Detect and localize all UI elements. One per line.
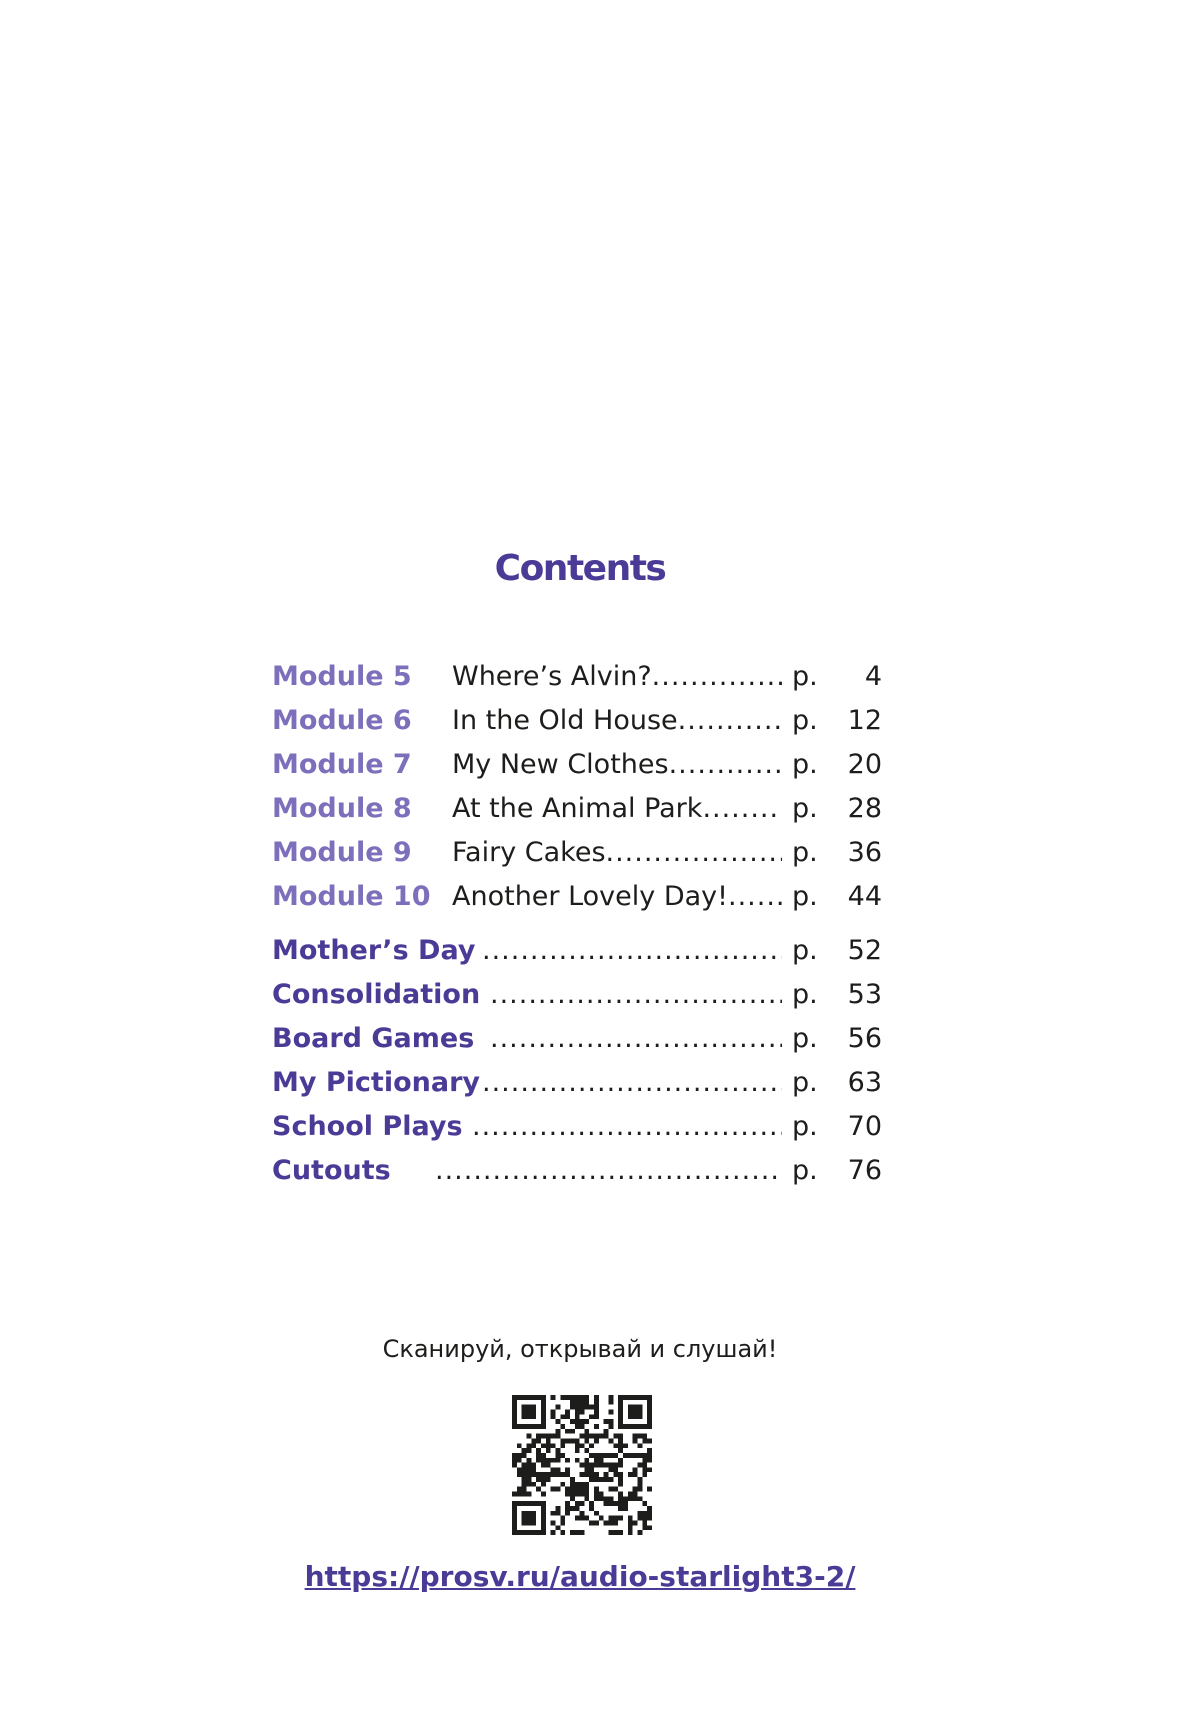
page-number: 70: [847, 1111, 882, 1142]
toc-row-my-pictionary[interactable]: [272, 1066, 882, 1110]
leader-dots: [435, 1154, 782, 1188]
module-label: Module 6: [272, 705, 412, 736]
leader-entry: [490, 978, 782, 1012]
module-title-entry: [452, 880, 782, 914]
toc-row-mothers-day[interactable]: [272, 934, 882, 978]
toc-row-module-7[interactable]: [272, 748, 882, 792]
page-prefix: p.: [792, 1067, 818, 1098]
module-label: Module 9: [272, 837, 412, 868]
module-title: My New Clothes: [452, 749, 669, 780]
section-label: Cutouts: [272, 1155, 391, 1186]
module-title-entry: [452, 792, 782, 826]
toc-row-module-10[interactable]: [272, 880, 882, 924]
section-label: Board Games: [272, 1023, 475, 1054]
page-number: 52: [847, 935, 882, 966]
page-number: 28: [847, 793, 882, 824]
toc-row-board-games[interactable]: [272, 1022, 882, 1066]
leader-dots: [702, 792, 782, 826]
leader-entry: [472, 1110, 782, 1144]
leader-dots: [472, 1110, 782, 1144]
section-label: My Pictionary: [272, 1067, 480, 1098]
toc-row-module-8[interactable]: [272, 792, 882, 836]
module-title: Fairy Cakes: [452, 837, 606, 868]
page-number: 4: [864, 661, 882, 692]
leader-entry: [435, 1154, 782, 1188]
section-label: Mother’s Day: [272, 935, 476, 966]
page-prefix: p.: [792, 881, 818, 912]
toc-row-cutouts[interactable]: [272, 1154, 882, 1198]
toc-row-module-6[interactable]: [272, 704, 882, 748]
leader-dots: [669, 748, 782, 782]
page-prefix: p.: [792, 661, 818, 692]
page-prefix: p.: [792, 935, 818, 966]
page-number: 36: [847, 837, 882, 868]
page-prefix: p.: [792, 749, 818, 780]
module-title-entry: [452, 836, 782, 870]
page-number: 56: [847, 1023, 882, 1054]
leader-entry: [482, 1066, 782, 1100]
section-label: School Plays: [272, 1111, 463, 1142]
module-title: In the Old House: [452, 705, 678, 736]
leader-entry: [490, 1022, 782, 1056]
page-prefix: p.: [792, 1111, 818, 1142]
section-label: Consolidation: [272, 979, 481, 1010]
toc-row-consolidation[interactable]: [272, 978, 882, 1022]
audio-link[interactable]: https://prosv.ru/audio-starlight3-2/: [304, 1560, 856, 1593]
module-label: Module 5: [272, 661, 412, 692]
section-gap: [272, 924, 882, 934]
page-number: 44: [847, 881, 882, 912]
toc-row-module-9[interactable]: [272, 836, 882, 880]
module-title-entry: [452, 660, 782, 694]
leader-dots: [482, 934, 782, 968]
leader-dots: [606, 836, 782, 870]
module-label: Module 10: [272, 881, 431, 912]
leader-dots: [678, 704, 782, 738]
page-prefix: p.: [792, 837, 818, 868]
page-prefix: p.: [792, 1023, 818, 1054]
page-prefix: p.: [792, 979, 818, 1010]
module-title: Another Lovely Day!: [452, 881, 728, 912]
module-label: Module 7: [272, 749, 412, 780]
page-prefix: p.: [792, 1155, 818, 1186]
page-title: Contents: [494, 548, 666, 589]
module-title-entry: [452, 748, 782, 782]
table-of-contents: [272, 660, 882, 1198]
leader-entry: [482, 934, 782, 968]
page-number: 12: [847, 705, 882, 736]
qr-code-icon[interactable]: [512, 1395, 652, 1535]
page-prefix: p.: [792, 793, 818, 824]
leader-dots: [490, 978, 782, 1012]
page-number: 63: [847, 1067, 882, 1098]
module-title: Where’s Alvin?: [452, 661, 652, 692]
leader-dots: [490, 1022, 782, 1056]
page-number: 53: [847, 979, 882, 1010]
module-label: Module 8: [272, 793, 412, 824]
module-title-entry: [452, 704, 782, 738]
leader-dots: [728, 880, 782, 914]
page-prefix: p.: [792, 705, 818, 736]
module-title: At the Animal Park: [452, 793, 703, 824]
scan-instruction: Сканируй, открывай и слушай!: [382, 1335, 778, 1363]
toc-row-school-plays[interactable]: [272, 1110, 882, 1154]
toc-row-module-5[interactable]: [272, 660, 882, 704]
leader-dots: [482, 1066, 782, 1100]
page-number: 20: [847, 749, 882, 780]
page-number: 76: [847, 1155, 882, 1186]
leader-dots: [652, 660, 782, 694]
